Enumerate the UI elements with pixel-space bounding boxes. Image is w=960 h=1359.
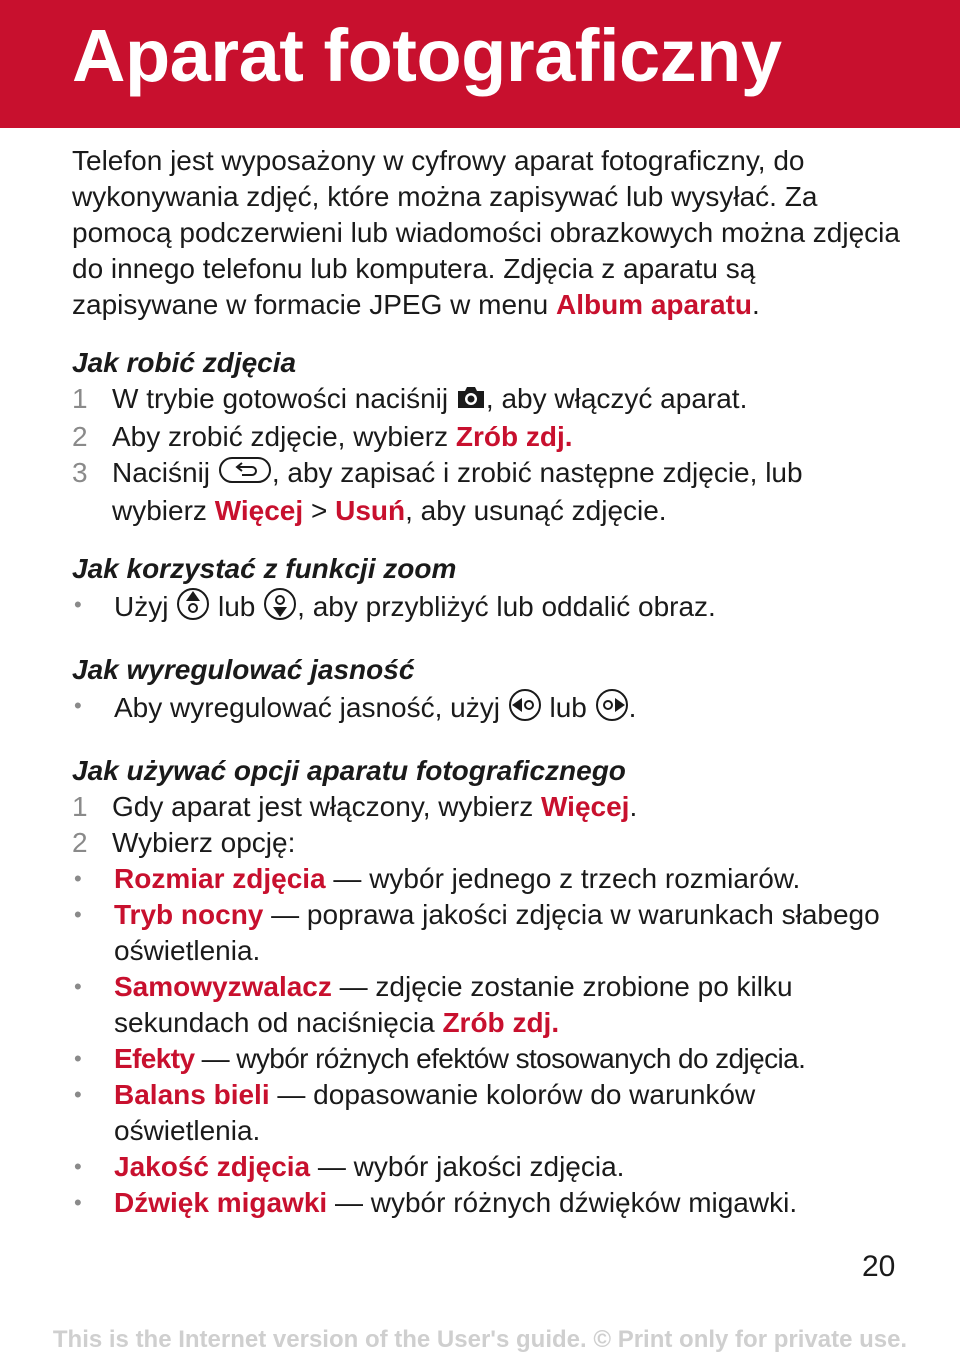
step-item: [72, 419, 902, 455]
back-key-icon: [218, 456, 272, 493]
bullet-text: lub: [210, 590, 264, 622]
content: [72, 143, 902, 1221]
option-description: — wybór jakości zdjęcia.: [310, 1150, 625, 1182]
step-text: W trybie gotowości naciśnij: [112, 383, 456, 414]
step-text: , aby włączyć aparat.: [485, 383, 748, 414]
bullet-marker: •: [74, 1081, 82, 1107]
nav-left-icon: [508, 688, 542, 731]
option-description: — dopasowanie kolorów do warunków oświetlenia.: [114, 1078, 756, 1146]
menu-separator: >: [303, 494, 336, 526]
nav-down-icon: [263, 587, 297, 630]
wiecej-link: Więcej: [214, 494, 304, 526]
page-title: Aparat fotograficzny: [72, 14, 782, 97]
step-text: Wybierz opcję:: [112, 826, 296, 858]
step-number: 3: [72, 456, 88, 488]
step-number: 1: [72, 790, 88, 822]
step-item: [72, 381, 902, 419]
bullet-text: .: [628, 691, 637, 723]
step-number: 2: [72, 420, 88, 452]
step-text: Gdy aparat jest włączony, wybierz: [112, 790, 541, 822]
bullet-text: Aby wyregulować jasność, użyj: [114, 691, 508, 723]
step-text: Naciśnij: [112, 456, 218, 488]
step-item: [72, 825, 902, 861]
bullet-marker: •: [74, 1153, 82, 1179]
option-label: Balans bieli: [114, 1078, 270, 1110]
footer-notice: This is the Internet version of the User's guide. © Print only for private use.: [52, 1326, 908, 1353]
bullet-marker: •: [74, 591, 82, 617]
step-text: , aby zapisać i zrobić następne zdjęcie, lub wybierz: [112, 456, 803, 526]
bullet-text: lub: [541, 691, 595, 723]
option-description: — wybór różnych dźwięków migawki.: [327, 1186, 798, 1218]
option-item: [72, 1041, 902, 1077]
wiecej-link: Więcej: [540, 790, 630, 822]
bullet-text: Użyj: [114, 590, 177, 622]
option-label: Rozmiar zdjęcia: [114, 862, 326, 894]
heading-brightness: Jak wyregulować jasność: [72, 653, 415, 685]
option-item: [72, 897, 902, 969]
bullet-marker: •: [74, 1189, 82, 1215]
page-number: 20: [862, 1250, 896, 1283]
option-item: [72, 1185, 902, 1221]
bullet-marker: •: [74, 865, 82, 891]
step-number: 1: [72, 383, 88, 414]
bullet-marker: •: [74, 901, 82, 927]
heading-zoom: Jak korzystać z funkcji zoom: [72, 552, 457, 584]
bullet-item: [72, 688, 902, 731]
option-item: [72, 861, 902, 897]
step-number: 2: [72, 826, 88, 858]
heading-camera-options: Jak używać opcji aparatu fotograficznego: [72, 754, 626, 786]
bullet-text: , aby przybliżyć lub oddalić obraz.: [297, 590, 716, 622]
step-text: .: [629, 790, 638, 822]
option-item: [72, 969, 902, 1041]
nav-up-icon: [176, 587, 210, 630]
option-description: — wybór jednego z trzech rozmiarów.: [325, 862, 801, 894]
bullet-marker: •: [74, 1045, 82, 1071]
zrob-zdj-link: Zrób zdj.: [442, 1006, 560, 1038]
option-description: — poprawa jakości zdjęcia w warunkach słabego oświetlenia.: [114, 898, 880, 966]
bullet-marker: •: [74, 973, 82, 999]
step-text: Aby zrobić zdjęcie, wybierz: [112, 420, 456, 452]
option-label: Tryb nocny: [114, 898, 264, 930]
zrob-zdj-link: Zrób zdj.: [455, 420, 573, 452]
option-item: [72, 1077, 902, 1149]
intro-paragraph: [72, 143, 902, 323]
option-description: — wybór różnych efektów stosowanych do zdjęcia.: [194, 1042, 806, 1074]
usun-link: Usuń: [335, 494, 406, 526]
option-label: Efekty: [114, 1042, 195, 1074]
title-banner: [0, 0, 960, 128]
bullet-marker: •: [74, 692, 82, 718]
camera-key-icon: [456, 383, 486, 419]
album-aparatu-link: Album aparatu: [555, 289, 752, 320]
option-label: Dźwięk migawki: [114, 1186, 328, 1218]
intro-end: .: [752, 289, 760, 320]
step-text: , aby usunąć zdjęcie.: [405, 494, 667, 526]
option-item: [72, 1149, 902, 1185]
option-label: Samowyzwalacz: [114, 970, 332, 1002]
intro-text: Telefon jest wyposażony w cyfrowy aparat fotograficzny, do wykonywania zdjęć, które można zapisywać lub wysyłać. Za pomocą podczerwieni lub wiadomości obrazkowych można zdjęcia do innego telefonu lub komputera. Zdjęcia z aparatu są zapisywane w formacie JPEG w menu: [72, 145, 900, 320]
bullet-item: [72, 587, 902, 630]
heading-taking-photos: Jak robić zdjęcia: [72, 347, 297, 378]
step-item: [72, 789, 902, 825]
option-description: — zdjęcie zostanie zrobione po kilku sekundach od naciśnięcia: [114, 970, 793, 1038]
option-label: Jakość zdjęcia: [114, 1150, 311, 1182]
step-item: [72, 455, 902, 529]
nav-right-icon: [595, 688, 629, 731]
